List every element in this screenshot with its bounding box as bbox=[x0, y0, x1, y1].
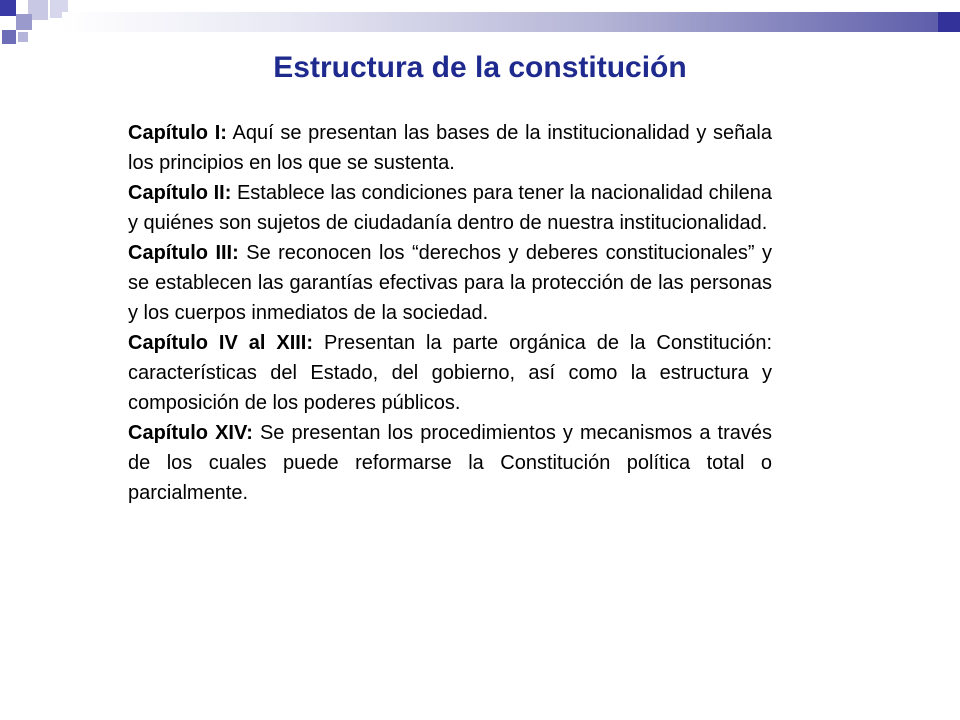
header-bar-end-block bbox=[938, 12, 960, 32]
chapter-text: Presentan la parte orgánica de la Constitución: características del Estado, del gobierno, así como la estructura y composición de los poderes públicos. bbox=[128, 332, 773, 414]
chapter-label: Capítulo II: bbox=[128, 182, 232, 204]
decorative-square bbox=[18, 32, 28, 42]
chapter-paragraph bbox=[128, 418, 772, 508]
chapter-paragraph bbox=[128, 118, 772, 178]
chapter-paragraph bbox=[128, 238, 772, 328]
decorative-square bbox=[0, 0, 16, 16]
decorative-square bbox=[2, 30, 16, 44]
chapter-label: Capítulo I: bbox=[128, 122, 227, 144]
chapter-paragraph bbox=[128, 178, 772, 238]
chapter-text: Aquí se presentan las bases de la institucionalidad y señala los principios en los que se sustenta. bbox=[128, 122, 772, 174]
chapter-paragraph bbox=[128, 328, 772, 418]
chapter-label: Capítulo IV al XIII: bbox=[128, 332, 314, 354]
chapter-text: Establece las condiciones para tener la nacionalidad chilena y quiénes son sujetos de ciudadanía dentro de nuestra institucionalidad. bbox=[128, 182, 772, 234]
chapter-text: Se reconocen los “derechos y deberes constitucionales” y se establecen las garantías efectivas para la protección de las personas y los cuerpos inmediatos de la sociedad. bbox=[128, 242, 772, 324]
slide-body bbox=[128, 118, 772, 508]
chapter-label: Capítulo III: bbox=[128, 242, 239, 264]
slide-title: Estructura de la constitución bbox=[273, 51, 687, 84]
chapter-label: Capítulo XIV: bbox=[128, 422, 253, 444]
header-gradient-bar bbox=[62, 12, 960, 32]
decorative-square bbox=[16, 14, 32, 30]
chapter-text: Se presentan los procedimientos y mecanismos a través de los cuales puede reformarse la Constitución política total o parcialmente. bbox=[128, 422, 773, 504]
